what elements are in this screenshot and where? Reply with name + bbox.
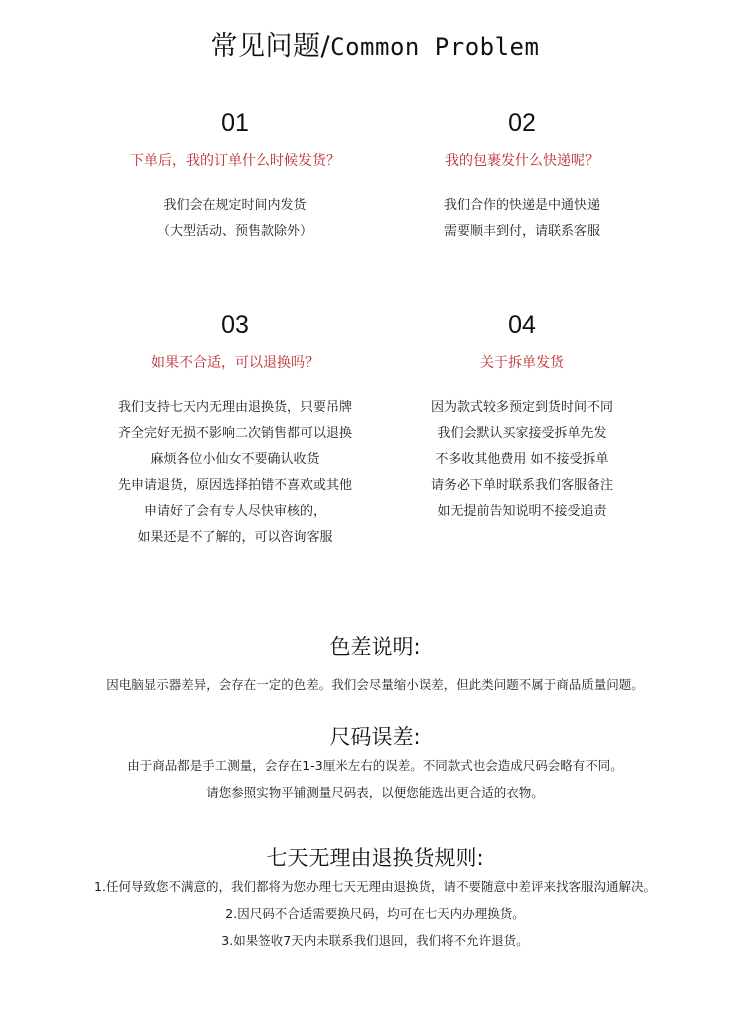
rule-line: 2.因尺码不合适需要换尺码，均可在七天内办理换货。 <box>225 906 525 921</box>
section-heading: 尺码误差: <box>329 725 421 749</box>
faq-item-01 <box>70 107 400 245</box>
faq-answer-line: 麻烦各位小仙女不要确认收货 <box>150 452 320 467</box>
faq-item-04 <box>357 309 687 525</box>
page-title <box>0 24 750 63</box>
faq-number: 04 <box>508 311 536 339</box>
faq-answer <box>70 395 400 551</box>
page-title-cn: 常见问题/ <box>210 31 331 62</box>
page-title-en: Common Problem <box>330 33 540 61</box>
faq-item-03 <box>70 309 400 551</box>
faq-question: 关于拆单发货 <box>480 355 564 371</box>
faq-question: 我的包裹发什么快递呢？ <box>445 153 599 169</box>
faq-number: 02 <box>508 109 536 137</box>
faq-answer-line: （大型活动、预售款除外） <box>156 224 313 239</box>
return-rules-section <box>0 843 750 954</box>
faq-answer <box>70 193 400 245</box>
faq-answer-line: 需要顺丰到付，请联系客服 <box>443 224 600 239</box>
faq-answer <box>357 395 687 525</box>
section-text: 请您参照实物平铺测量尺码表，以便您能选出更合适的衣物。 <box>206 785 544 800</box>
section-text: 因电脑显示器差异，会存在一定的色差。我们会尽量缩小误差，但此类问题不属于商品质量问题。 <box>106 677 644 692</box>
faq-answer-line: 我们合作的快递是中通快递 <box>443 198 600 213</box>
faq-item-02 <box>357 107 687 245</box>
faq-answer-line: 因为款式较多预定到货时间不同 <box>430 400 613 415</box>
faq-answer-line: 先申请退货，原因选择拍错不喜欢或其他 <box>117 478 352 493</box>
faq-answer-line: 我们会默认买家接受拆单先发 <box>437 426 607 441</box>
color-difference-section <box>0 632 750 698</box>
section-heading: 七天无理由退换货规则: <box>266 846 484 870</box>
faq-answer-line: 申请好了会有专人尽快审核的， <box>143 504 326 519</box>
faq-answer-line: 我们支持七天内无理由退换货，只要吊牌 <box>117 400 352 415</box>
section-text: 由于商品都是手工测量，会存在1-3厘米左右的误差。不同款式也会造成尺码会略有不同。 <box>127 758 623 773</box>
faq-question: 如果不合适，可以退换吗？ <box>151 355 319 371</box>
faq-answer-line: 不多收其他费用 如不接受拆单 <box>435 452 609 467</box>
faq-answer-line: 如果还是不了解的，可以咨询客服 <box>137 530 333 545</box>
faq-answer-line: 我们会在规定时间内发货 <box>163 198 307 213</box>
size-error-section <box>0 722 750 806</box>
section-heading: 色差说明: <box>329 635 421 659</box>
faq-answer-line: 如无提前告知说明不接受追责 <box>437 504 607 519</box>
faq-question: 下单后，我的订单什么时候发货？ <box>130 153 340 169</box>
faq-number: 03 <box>221 311 249 339</box>
rule-line: 3.如果签收7天内未联系我们退回，我们将不允许退货。 <box>221 933 529 948</box>
faq-number: 01 <box>221 109 249 137</box>
faq-answer <box>357 193 687 245</box>
faq-answer-line: 请务必下单时联系我们客服备注 <box>430 478 613 493</box>
rule-line: 1.任何导致您不满意的，我们都将为您办理七天无理由退换货，请不要随意中差评来找客服沟通解决。 <box>94 879 656 894</box>
faq-answer-line: 齐全完好无损不影响二次销售都可以退换 <box>117 426 352 441</box>
